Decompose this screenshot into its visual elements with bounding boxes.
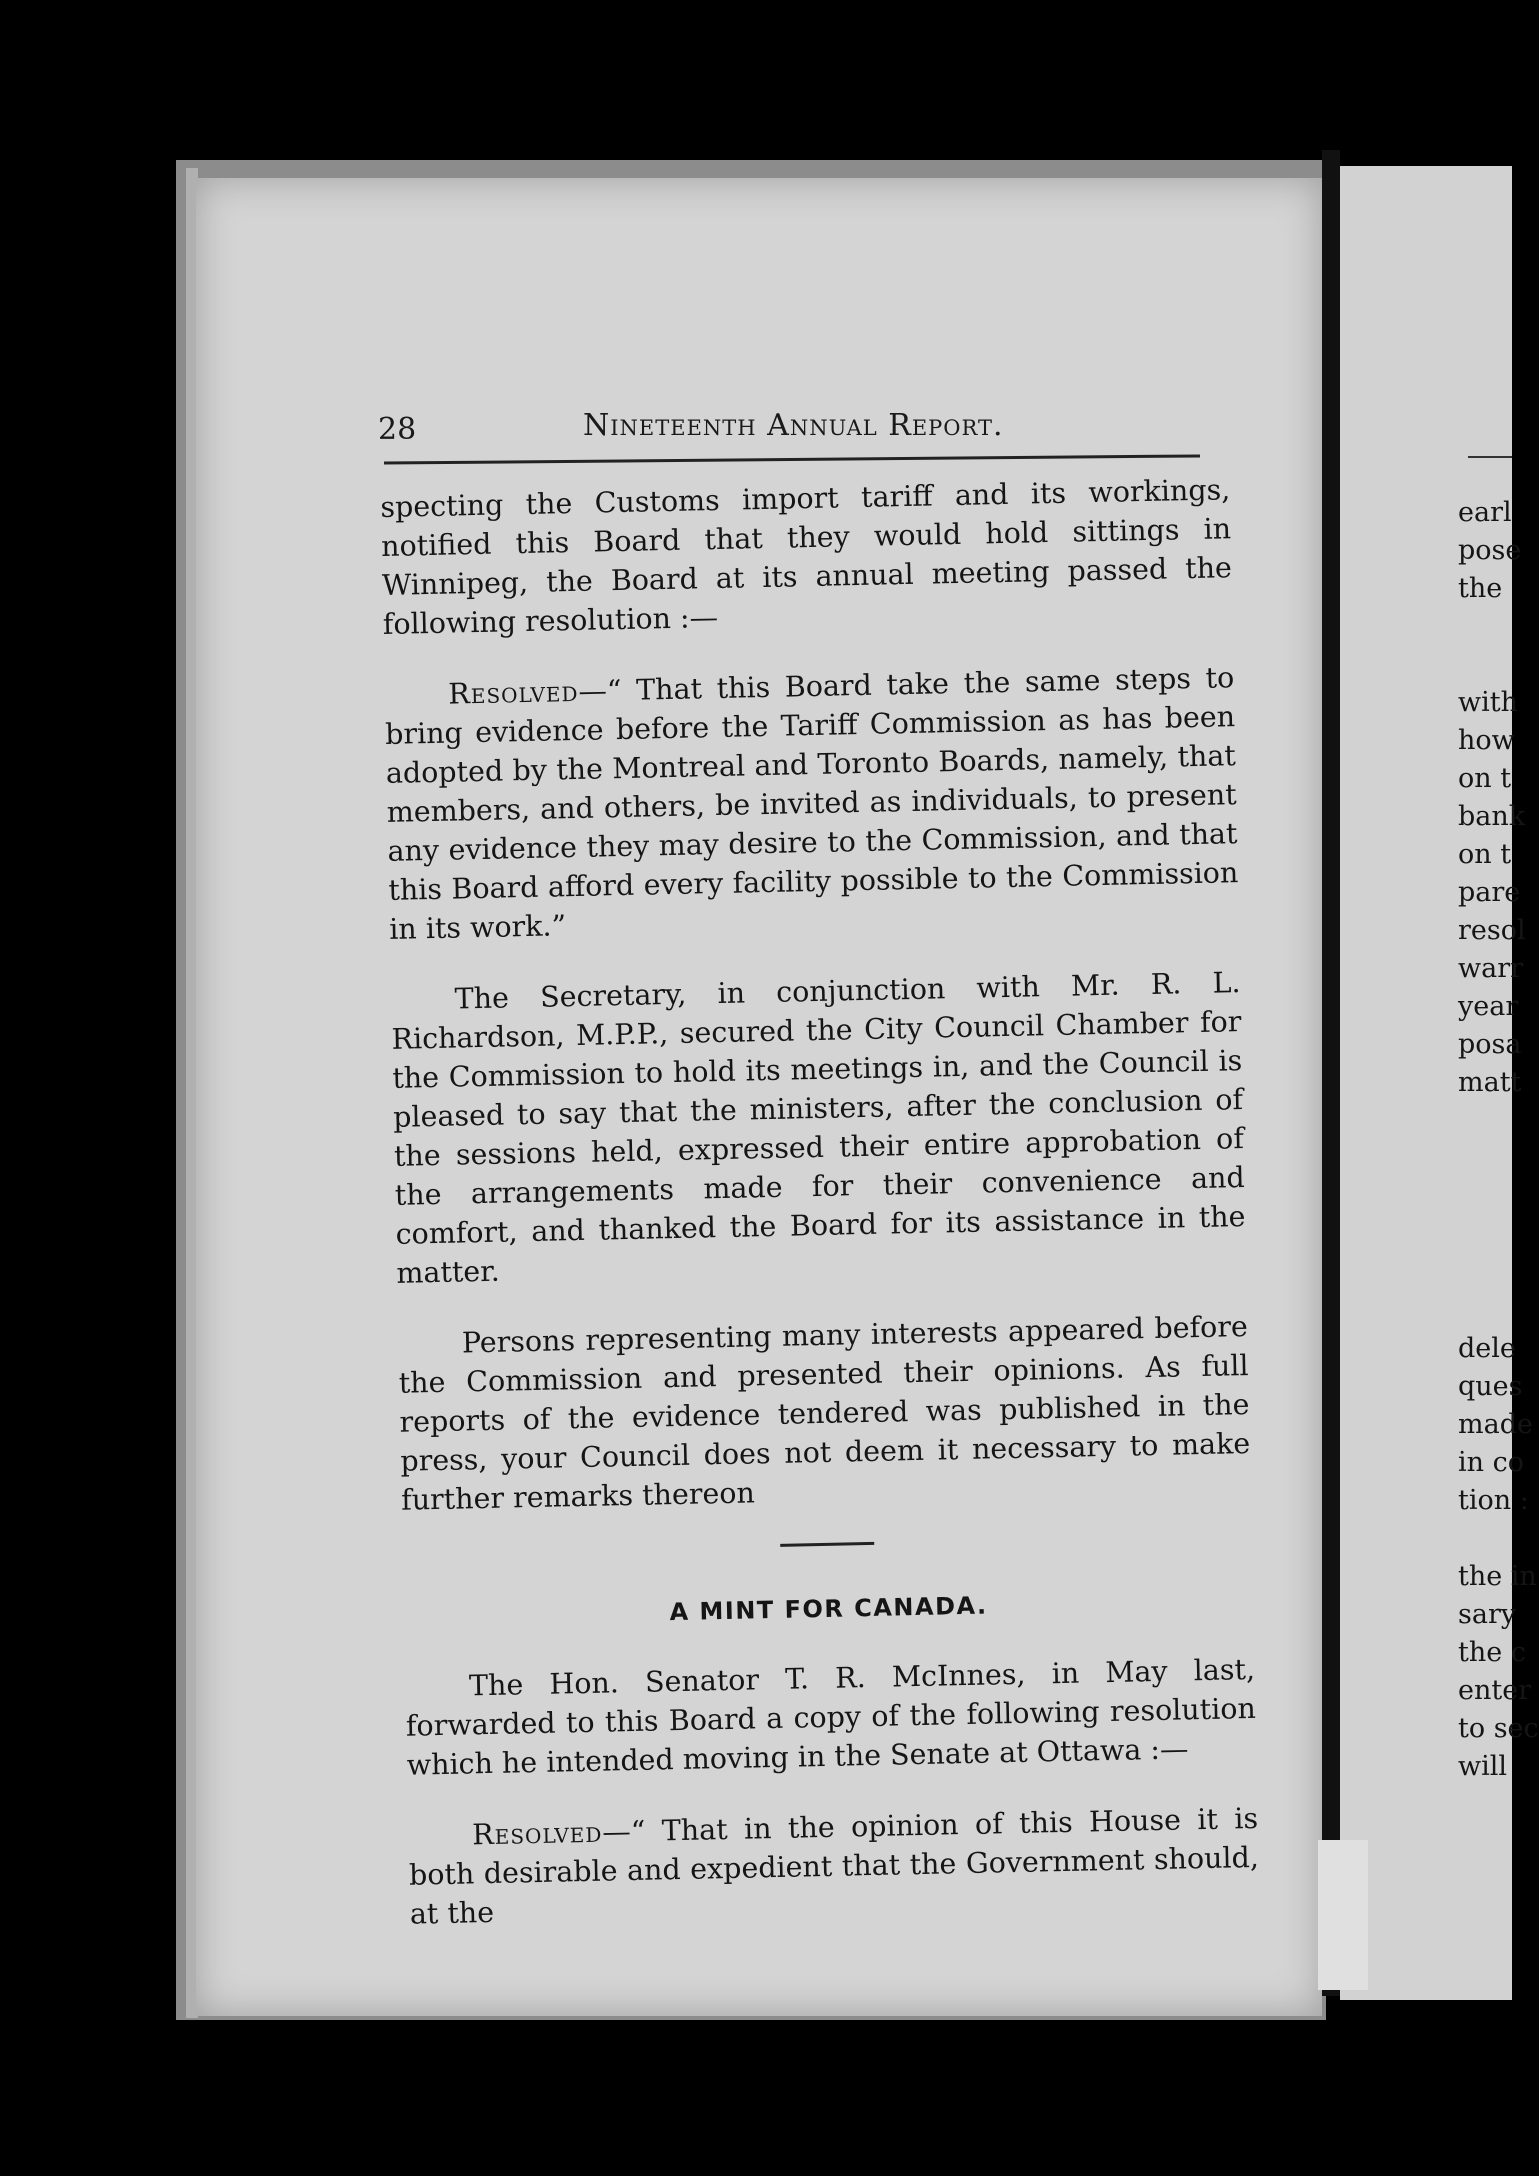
facing-line: how [1458, 725, 1515, 756]
running-head: Nineteenth Annual Report. [583, 408, 1004, 443]
facing-line: warr [1458, 953, 1524, 984]
facing-line: the in [1458, 1561, 1537, 1592]
facing-line: pose [1458, 535, 1522, 566]
facing-line: enter [1458, 1675, 1532, 1706]
facing-line [1458, 1216, 1518, 1254]
facing-line [1458, 1102, 1518, 1140]
paragraph-secretary: The Secretary, in conjunction with Mr. R. L. Richardson, M.P.P., secured the City Council Chamber for the Commission to hold its meetings in, and the Council is pleased to say that the ministers, after the conclusion of the sessions held, expressed their entire approbation of the arrangements made for their convenience and comfort, and thanked the Board for its assistance in the matter. [391, 966, 1246, 1290]
facing-line: the [1458, 573, 1503, 604]
resolution-text: —“ That this Board take the same steps to bring evidence before the Tariff Commission as has been adopted by the Montreal and Toronto Boards, namely, that members, and others, be invited as individuals, to present any evidence they may desire to the Commission, and that this Board afford every facility possible to the Commission in its work.” [384, 661, 1239, 946]
page-number: 28 [378, 412, 417, 447]
facing-line: tion : [1458, 1485, 1529, 1516]
facing-line [1458, 1140, 1518, 1178]
book-gutter [1322, 150, 1340, 1996]
facing-line [1458, 1520, 1518, 1558]
facing-line: in co [1458, 1447, 1524, 1478]
facing-line: on t [1458, 839, 1512, 870]
section-divider [780, 1542, 874, 1547]
resolution-paragraph [384, 658, 1240, 949]
resolved-label: Resolved [447, 674, 579, 711]
facing-page-rule [1468, 456, 1512, 458]
paragraph-mint: The Hon. Senator T. R. McInnes, in May last, forwarded to this Board a copy of the following resolution which he intended moving in the Senate at Ottawa :— [405, 1652, 1257, 1782]
facing-line: posa [1458, 1029, 1522, 1060]
facing-line: to sec [1458, 1713, 1539, 1744]
facing-line: made [1458, 1409, 1533, 1440]
page-header [378, 408, 1200, 452]
facing-line: sary [1458, 1599, 1517, 1630]
resolution-paragraph-2 [408, 1799, 1260, 1934]
paragraph-persons: Persons representing many interests appeared before the Commission and presented their opinions. As full reports of the evidence tendered was published in the press, your Council does not deem it necessary to make further remarks thereon [398, 1310, 1251, 1517]
facing-line [1458, 1292, 1518, 1330]
facing-line: year [1458, 991, 1519, 1022]
facing-line: pare [1458, 877, 1521, 908]
facing-line: ques [1458, 1371, 1523, 1402]
section-heading: A MINT FOR CANADA. [669, 1591, 988, 1627]
resolution-text-2: —“ That in the opinion of this House it is both desirable and expedient that the Government should, at the [408, 1801, 1260, 1931]
facing-line: earl [1458, 497, 1512, 528]
facing-line: resol [1458, 915, 1526, 946]
page-body [380, 470, 1261, 1965]
facing-line [1458, 1178, 1518, 1216]
facing-line: the c [1458, 1637, 1526, 1668]
paragraph-continuation: specting the Customs import tariff and its workings, notified this Board that they would hold sittings in Winnipeg, the Board at its annual meeting passed the following resolution :— [380, 473, 1233, 641]
facing-line: with [1458, 687, 1518, 718]
facing-line [1458, 1254, 1518, 1292]
facing-line: on t [1458, 763, 1512, 794]
facing-line [1458, 608, 1518, 646]
facing-line: bank [1458, 801, 1526, 832]
torn-paper-fragment [1318, 1840, 1368, 1990]
facing-line: will [1458, 1751, 1508, 1782]
facing-line: dele [1458, 1333, 1516, 1364]
resolved-label-2: Resolved [471, 1815, 603, 1852]
facing-page-text [1458, 494, 1539, 1786]
facing-line [1458, 646, 1518, 684]
facing-line: matt [1458, 1067, 1522, 1098]
